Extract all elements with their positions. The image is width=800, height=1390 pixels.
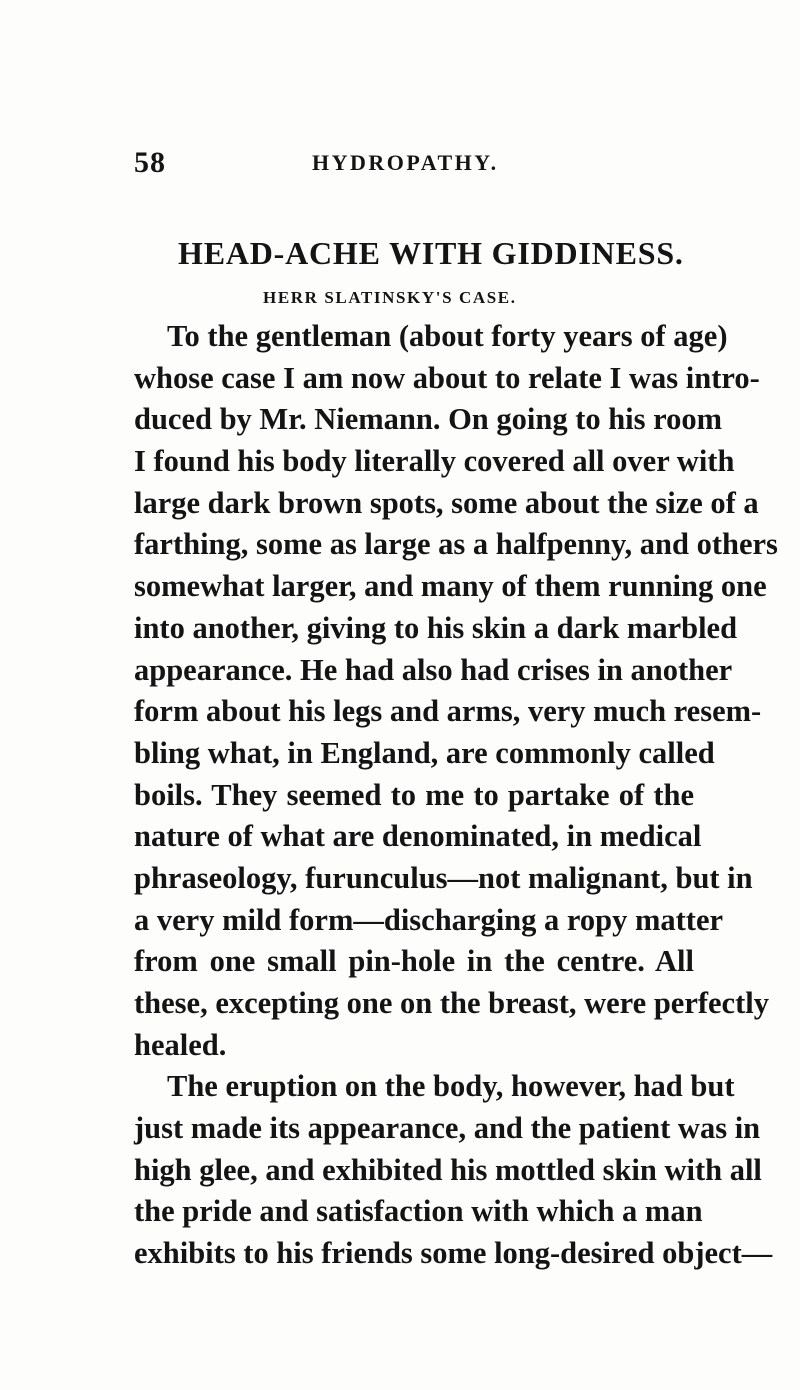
text-line: appearance. He had also had crises in another [134,652,733,687]
page-number: 58 [134,146,166,179]
text-line: a very mild form—discharging a ropy matter [134,902,724,937]
text-line: from one small pin-hole in the centre. All [134,944,694,979]
text-line: I found his body literally covered all over with [134,444,735,479]
text-line: form about his legs and arms, very much resem- [134,694,762,729]
running-title: HYDROPATHY. [312,150,499,175]
text-line: these, excepting one on the breast, were perfectly [134,986,769,1020]
body-text [134,316,778,1275]
text-line: whose case I am now about to relate I was intro- [134,360,760,395]
text-line: duced by Mr. Niemann. On going to his room [134,402,723,437]
text-line: bling what, in England, are commonly called [134,735,715,770]
text-line: high glee, and exhibited his mottled skin with all [134,1152,762,1187]
text-line: somewhat larger, and many of them running one [134,569,767,604]
text-line: farthing, some as large as a halfpenny, and others [134,527,778,562]
text-line: exhibits to his friends some long-desired object— [134,1236,773,1271]
text-line: just made its appearance, and the patient was in [134,1111,761,1146]
text-line: The eruption on the body, however, had but [167,1069,735,1104]
text-line: the pride and satisfaction with which a man [134,1194,703,1229]
case-subtitle: HERR SLATINSKY'S CASE. [263,288,517,307]
text-line: into another, giving to his skin a dark marbled [134,610,738,645]
text-line: nature of what are denominated, in medical [134,819,702,854]
text-line: healed. [134,1027,227,1062]
running-head [134,146,694,178]
text-line: boils. They seemed to me to partake of the [134,777,694,812]
text-line: large dark brown spots, some about the size of a [134,485,759,520]
text-line: To the gentleman (about forty years of age) [167,319,728,353]
text-line: phraseology, furunculus—not malignant, but in [134,860,753,895]
section-title: HEAD-ACHE WITH GIDDINESS. [178,235,684,271]
